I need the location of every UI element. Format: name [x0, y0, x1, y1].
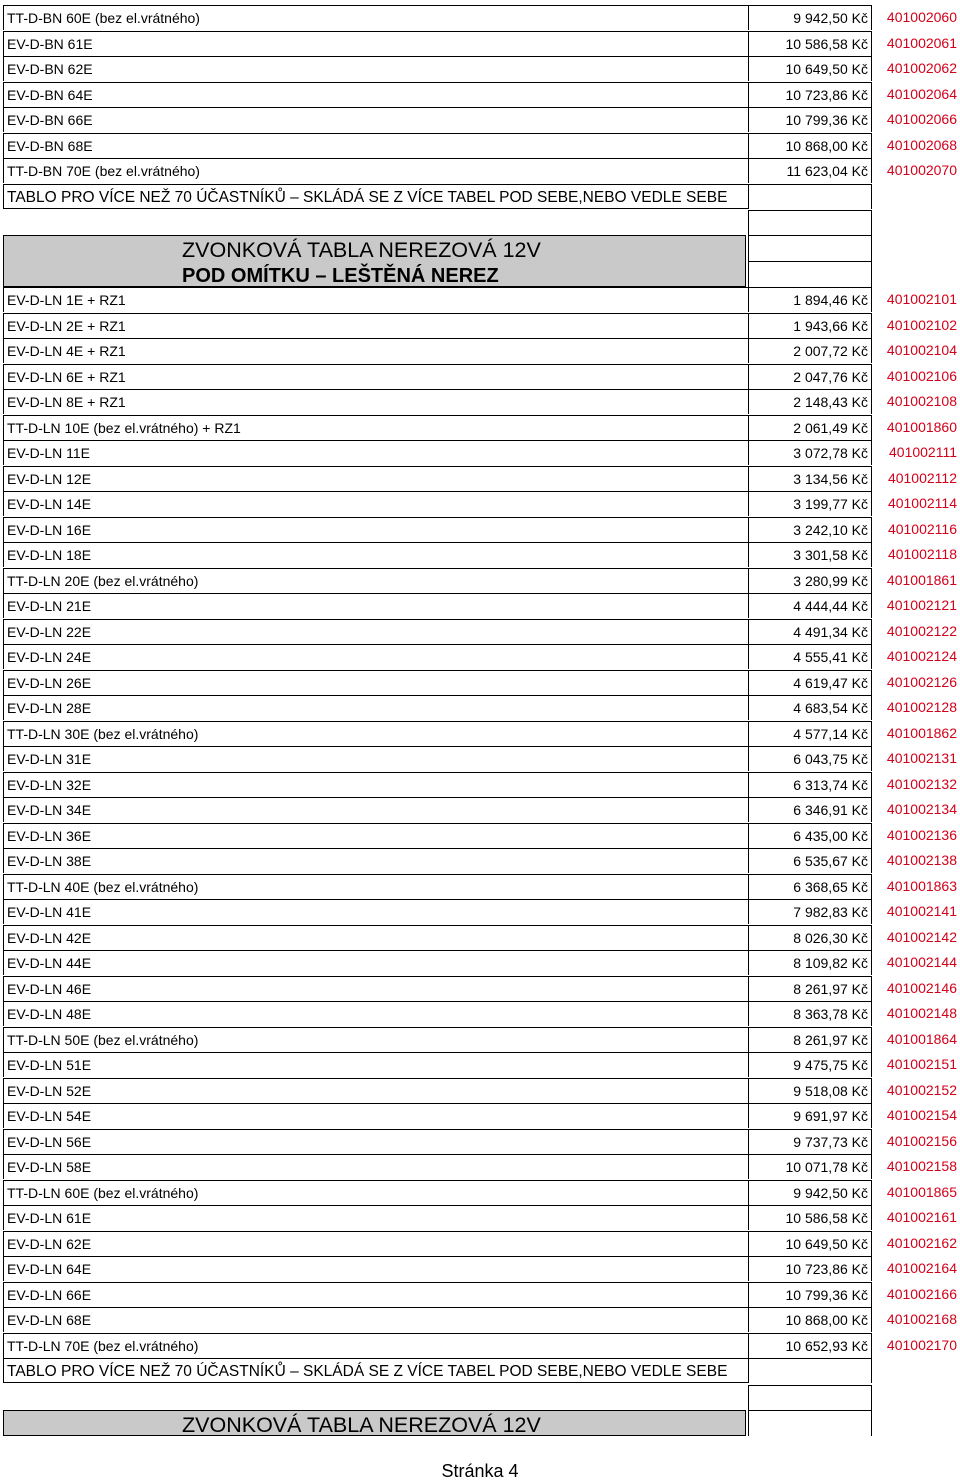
table-row: [0, 772, 960, 797]
table-row: [0, 1052, 960, 1077]
product-price: 1 943,66 Kč: [748, 313, 872, 338]
product-code: 401002156: [886, 1132, 957, 1149]
product-code: 401002108: [886, 393, 957, 409]
product-code: 401002121: [886, 597, 957, 613]
product-code: 401002116: [887, 520, 957, 537]
product-code: 401001863: [886, 877, 957, 894]
table-row: [0, 1129, 960, 1154]
product-price: 10 799,36 Kč: [748, 1282, 872, 1307]
product-name: TT-D-LN 50E (bez el.vrátného): [3, 1027, 748, 1052]
table-row: [0, 593, 960, 618]
product-price: 6 435,00 Kč: [748, 823, 872, 848]
product-code: 401002101: [886, 291, 957, 307]
product-price: 4 491,34 Kč: [748, 619, 872, 644]
product-price: 9 691,97 Kč: [748, 1103, 872, 1128]
product-code: 401002118: [887, 546, 957, 562]
product-name: EV-D-LN 56E: [3, 1129, 748, 1154]
product-price: 9 475,75 Kč: [748, 1052, 872, 1077]
product-price: 6 043,75 Kč: [748, 746, 872, 771]
section-header: [3, 1410, 746, 1436]
table-row: [0, 619, 960, 644]
product-code: 401002154: [886, 1107, 957, 1123]
product-name: EV-D-LN 48E: [3, 1001, 748, 1026]
empty-price-cell: [748, 261, 872, 287]
product-name: TT-D-LN 10E (bez el.vrátného) + RZ1: [3, 415, 748, 440]
product-price: 4 683,54 Kč: [748, 695, 872, 720]
note-row: [0, 184, 960, 209]
product-name: EV-D-LN 36E: [3, 823, 748, 848]
product-name: TT-D-LN 20E (bez el.vrátného): [3, 568, 748, 593]
product-name: EV-D-LN 21E: [3, 593, 748, 618]
table-row: [0, 107, 960, 132]
product-code: 401002102: [886, 316, 957, 333]
product-code: 401002062: [886, 60, 957, 76]
product-name: EV-D-BN 64E: [3, 82, 748, 107]
table-row: [0, 82, 960, 107]
table-row: [0, 1078, 960, 1103]
table-row: [0, 287, 960, 312]
product-code: 401002161: [886, 1209, 957, 1225]
product-name: EV-D-LN 6E + RZ1: [3, 364, 748, 389]
product-price: 3 280,99 Kč: [748, 568, 872, 593]
product-name: TT-D-LN 40E (bez el.vrátného): [3, 874, 748, 899]
product-price: 3 301,58 Kč: [748, 542, 872, 567]
table-row: [0, 1027, 960, 1052]
product-code: 401002141: [886, 903, 957, 919]
product-price: 10 586,58 Kč: [748, 1205, 872, 1230]
product-name: TT-D-BN 60E (bez el.vrátného): [3, 5, 748, 30]
product-code: 401002144: [886, 954, 957, 970]
product-name: EV-D-LN 2E + RZ1: [3, 313, 748, 338]
product-name: EV-D-LN 26E: [3, 670, 748, 695]
product-name: EV-D-LN 1E + RZ1: [3, 287, 748, 312]
product-name: EV-D-LN 62E: [3, 1231, 748, 1256]
product-code: 401002112: [887, 469, 957, 486]
section-title: ZVONKOVÁ TABLA NEREZOVÁ 12V: [182, 238, 541, 262]
product-price: 8 261,97 Kč: [748, 976, 872, 1001]
product-code: 401002170: [886, 1336, 957, 1353]
table-row: [0, 1001, 960, 1026]
product-price: 3 199,77 Kč: [748, 491, 872, 516]
empty-price-cell: [748, 1358, 872, 1383]
product-code: 401002158: [886, 1158, 957, 1174]
table-row: [0, 1231, 960, 1256]
product-price: 3 242,10 Kč: [748, 517, 872, 542]
product-name: TT-D-LN 70E (bez el.vrátného): [3, 1333, 748, 1358]
product-name: EV-D-LN 12E: [3, 466, 748, 491]
table-row: [0, 389, 960, 414]
product-name: EV-D-LN 24E: [3, 644, 748, 669]
product-name: EV-D-BN 68E: [3, 133, 748, 158]
product-price: 3 072,78 Kč: [748, 440, 872, 465]
product-code: 401002138: [886, 852, 957, 868]
product-code: 401002104: [886, 342, 957, 358]
table-row: [0, 976, 960, 1001]
product-price: 8 363,78 Kč: [748, 1001, 872, 1026]
table-row: [0, 1154, 960, 1179]
table-row: [0, 1256, 960, 1281]
table-row: [0, 1180, 960, 1205]
product-code: 401001861: [886, 571, 957, 588]
product-price: 4 444,44 Kč: [748, 593, 872, 618]
product-price: 10 649,50 Kč: [748, 1231, 872, 1256]
product-name: EV-D-LN 58E: [3, 1154, 748, 1179]
product-name: EV-D-LN 16E: [3, 517, 748, 542]
product-price: 10 649,50 Kč: [748, 56, 872, 81]
product-code: 401001865: [886, 1183, 957, 1200]
product-name: EV-D-LN 41E: [3, 899, 748, 924]
product-price: 10 586,58 Kč: [748, 31, 872, 56]
table-row: [0, 874, 960, 899]
product-price: 7 982,83 Kč: [748, 899, 872, 924]
table-row: [0, 848, 960, 873]
table-row: [0, 364, 960, 389]
product-code: 401002106: [886, 367, 957, 384]
product-price: 2 047,76 Kč: [748, 364, 872, 389]
product-name: EV-D-LN 31E: [3, 746, 748, 771]
product-name: EV-D-LN 64E: [3, 1256, 748, 1281]
product-price: 4 555,41 Kč: [748, 644, 872, 669]
product-price: 6 313,74 Kč: [748, 772, 872, 797]
table-row: [0, 1333, 960, 1358]
note-row: [0, 1358, 960, 1383]
empty-price-cell: [748, 210, 872, 236]
product-code: 401001860: [886, 418, 957, 435]
product-code: 401002114: [887, 495, 957, 511]
product-code: 401002168: [886, 1311, 957, 1327]
product-name: EV-D-LN 42E: [3, 925, 748, 950]
empty-price-cell: [748, 1410, 872, 1436]
product-price: 2 007,72 Kč: [748, 338, 872, 363]
table-row: [0, 415, 960, 440]
product-name: EV-D-LN 61E: [3, 1205, 748, 1230]
table-row: [0, 721, 960, 746]
product-price: 9 518,08 Kč: [748, 1078, 872, 1103]
product-name: EV-D-LN 11E: [3, 440, 748, 465]
product-name: EV-D-BN 66E: [3, 107, 748, 132]
product-name: EV-D-LN 52E: [3, 1078, 748, 1103]
product-price: 9 737,73 Kč: [748, 1129, 872, 1154]
table-row: [0, 542, 960, 567]
product-code: 401002111: [889, 444, 957, 460]
product-code: 401002061: [886, 34, 957, 51]
product-code: 401002068: [886, 136, 957, 153]
product-code: 401002064: [886, 85, 957, 102]
product-name: EV-D-LN 28E: [3, 695, 748, 720]
product-price: 10 723,86 Kč: [748, 82, 872, 107]
table-row: [0, 158, 960, 183]
product-price: 10 799,36 Kč: [748, 107, 872, 132]
product-code: 401002164: [886, 1260, 957, 1276]
product-price: 6 346,91 Kč: [748, 797, 872, 822]
product-code: 401002148: [886, 1005, 957, 1021]
table-row: [0, 797, 960, 822]
product-price: 4 619,47 Kč: [748, 670, 872, 695]
product-name: TT-D-LN 60E (bez el.vrátného): [3, 1180, 748, 1205]
table-row: [0, 338, 960, 363]
product-code: 401002166: [886, 1285, 957, 1302]
table-row: [0, 313, 960, 338]
product-name: EV-D-LN 8E + RZ1: [3, 389, 748, 414]
product-code: 401002124: [886, 648, 957, 664]
product-code: 401002126: [886, 673, 957, 690]
table-row: [0, 440, 960, 465]
product-price: 9 942,50 Kč: [748, 5, 872, 30]
table-row: [0, 491, 960, 516]
product-code: 401002152: [886, 1081, 957, 1098]
product-price: 9 942,50 Kč: [748, 1180, 872, 1205]
table-row: [0, 644, 960, 669]
product-name: EV-D-LN 4E + RZ1: [3, 338, 748, 363]
product-name: EV-D-LN 22E: [3, 619, 748, 644]
table-row: [0, 517, 960, 542]
product-code: 401002128: [886, 699, 957, 715]
product-price: 6 368,65 Kč: [748, 874, 872, 899]
product-name: EV-D-BN 61E: [3, 31, 748, 56]
product-price: 6 535,67 Kč: [748, 848, 872, 873]
product-price: 8 026,30 Kč: [748, 925, 872, 950]
note-text: TABLO PRO VÍCE NEŽ 70 ÚČASTNÍKŮ – SKLÁDÁ SE Z VÍCE TABEL POD SEBE,NEBO VEDLE SEBE: [3, 1358, 748, 1383]
page-number: Stránka 4: [441, 1461, 519, 1481]
table-row: [0, 5, 960, 30]
product-code: 401002136: [886, 826, 957, 843]
product-price: 4 577,14 Kč: [748, 721, 872, 746]
table-row: [0, 56, 960, 81]
table-row: [0, 823, 960, 848]
product-price: 8 261,97 Kč: [748, 1027, 872, 1052]
section-header: [3, 235, 746, 287]
product-name: EV-D-LN 51E: [3, 1052, 748, 1077]
product-price: 8 109,82 Kč: [748, 950, 872, 975]
product-code: 401002151: [886, 1056, 957, 1072]
table-row: [0, 466, 960, 491]
empty-price-cell: [748, 235, 872, 261]
product-code: 401002146: [886, 979, 957, 996]
table-row: [0, 1103, 960, 1128]
product-code: 401001862: [886, 724, 957, 741]
product-price: 3 134,56 Kč: [748, 466, 872, 491]
table-row: [0, 1205, 960, 1230]
product-code: 401002162: [886, 1234, 957, 1251]
table-row: [0, 746, 960, 771]
product-code: 401002131: [886, 750, 957, 766]
product-price: 10 723,86 Kč: [748, 1256, 872, 1281]
product-name: EV-D-LN 68E: [3, 1307, 748, 1332]
product-price: 2 148,43 Kč: [748, 389, 872, 414]
table-row: [0, 695, 960, 720]
product-code: 401001864: [886, 1030, 957, 1047]
table-row: [0, 925, 960, 950]
product-code: 401002134: [886, 801, 957, 817]
product-code: 401002142: [886, 928, 957, 945]
product-name: EV-D-LN 18E: [3, 542, 748, 567]
product-name: EV-D-LN 34E: [3, 797, 748, 822]
product-name: EV-D-LN 66E: [3, 1282, 748, 1307]
product-name: EV-D-LN 54E: [3, 1103, 748, 1128]
product-price: 10 071,78 Kč: [748, 1154, 872, 1179]
product-code: 401002066: [886, 111, 957, 127]
section-title: ZVONKOVÁ TABLA NEREZOVÁ 12V: [182, 1412, 541, 1437]
section-subtitle: POD OMÍTKU – LEŠTĚNÁ NEREZ: [182, 265, 499, 287]
product-code: 401002070: [886, 162, 957, 178]
product-name: EV-D-LN 38E: [3, 848, 748, 873]
product-code: 401002122: [886, 622, 957, 639]
product-price: 10 652,93 Kč: [748, 1333, 872, 1358]
table-row: [0, 568, 960, 593]
product-price: 1 894,46 Kč: [748, 287, 872, 312]
table-row: [0, 31, 960, 56]
product-name: EV-D-LN 44E: [3, 950, 748, 975]
table-row: [0, 950, 960, 975]
table-row: [0, 133, 960, 158]
product-name: EV-D-LN 46E: [3, 976, 748, 1001]
product-name: TT-D-LN 30E (bez el.vrátného): [3, 721, 748, 746]
empty-price-cell: [748, 1385, 872, 1411]
table-row: [0, 670, 960, 695]
product-name: EV-D-BN 62E: [3, 56, 748, 81]
product-name: TT-D-BN 70E (bez el.vrátného): [3, 158, 748, 183]
product-name: EV-D-LN 32E: [3, 772, 748, 797]
product-name: EV-D-LN 14E: [3, 491, 748, 516]
product-price: 2 061,49 Kč: [748, 415, 872, 440]
product-code: 401002132: [886, 775, 957, 792]
product-code: 401002060: [886, 9, 957, 25]
note-text: TABLO PRO VÍCE NEŽ 70 ÚČASTNÍKŮ – SKLÁDÁ SE Z VÍCE TABEL POD SEBE,NEBO VEDLE SEBE: [3, 184, 748, 209]
table-row: [0, 899, 960, 924]
empty-price-cell: [748, 184, 872, 209]
product-price: 11 623,04 Kč: [748, 158, 872, 183]
product-price: 10 868,00 Kč: [748, 133, 872, 158]
table-row: [0, 1282, 960, 1307]
table-row: [0, 1307, 960, 1332]
product-price: 10 868,00 Kč: [748, 1307, 872, 1332]
